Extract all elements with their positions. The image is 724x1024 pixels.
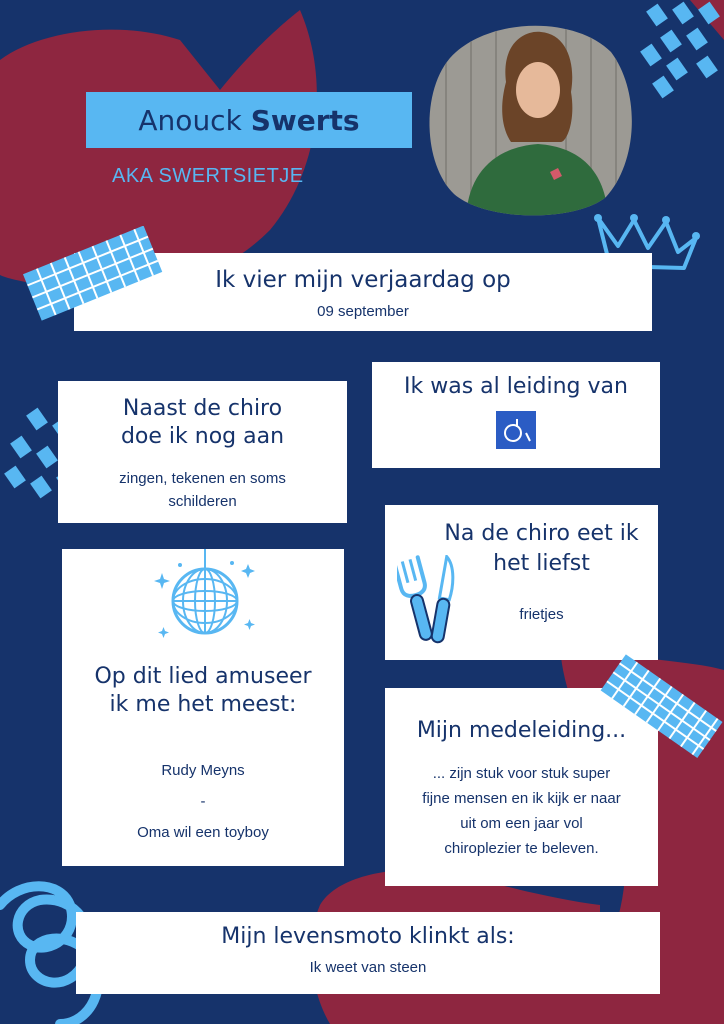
- colleagues-title: Mijn medeleiding...: [416, 718, 627, 743]
- hobbies-title-line1: Naast de chiro: [122, 396, 283, 421]
- colleagues-text-line2: fijne mensen en ik kijk er naar: [422, 790, 621, 807]
- dash-pattern-top: [640, 2, 720, 99]
- colleagues-text-line3: uit om een jaar vol: [460, 815, 583, 832]
- motto-card: [76, 912, 660, 994]
- song-separator: -: [200, 793, 206, 810]
- song-title-line2: ik me het meest:: [109, 692, 297, 717]
- first-name: Anouck: [138, 103, 242, 137]
- birthday-value: 09 september: [317, 303, 409, 320]
- nickname: AKA SWERTSIETJE: [112, 165, 304, 187]
- fork-knife-icon: [397, 555, 461, 647]
- last-name: Swerts: [250, 103, 360, 137]
- colleagues-text-line1: ... zijn stuk voor stuk super: [432, 765, 611, 782]
- song-title-line1: Op dit lied amuseer: [94, 664, 312, 689]
- leader-title: Ik was al leiding van: [404, 374, 628, 399]
- hobbies-text-line2: schilderen: [168, 493, 237, 510]
- food-title-line2: het liefst: [493, 551, 590, 576]
- motto-title: Mijn levensmoto klinkt als:: [221, 924, 515, 949]
- hobbies-title-line2: doe ik nog aan: [120, 424, 285, 449]
- food-value: frietjes: [519, 606, 564, 623]
- chiro-logo: [496, 411, 536, 449]
- birthday-title: Ik vier mijn verjaardag op: [215, 267, 511, 293]
- disco-ball-icon: [150, 549, 260, 645]
- song-card: [62, 549, 344, 866]
- food-title-line1: Na de chiro eet ik: [444, 521, 639, 546]
- tape-icon: [18, 226, 168, 322]
- hobbies-text-line1: zingen, tekenen en soms: [119, 470, 286, 487]
- hobbies-card: [58, 381, 347, 523]
- profile-photo: [426, 22, 636, 218]
- song-name: Oma wil een toyboy: [137, 824, 269, 841]
- motto-value: Ik weet van steen: [309, 959, 427, 976]
- tape-icon-right: [598, 652, 724, 762]
- name-banner: [86, 92, 412, 148]
- song-artist: Rudy Meyns: [161, 762, 245, 779]
- food-card: [385, 505, 658, 660]
- colleagues-text-line4: chiroplezier te beleven.: [444, 840, 599, 857]
- leader-card: [372, 362, 660, 468]
